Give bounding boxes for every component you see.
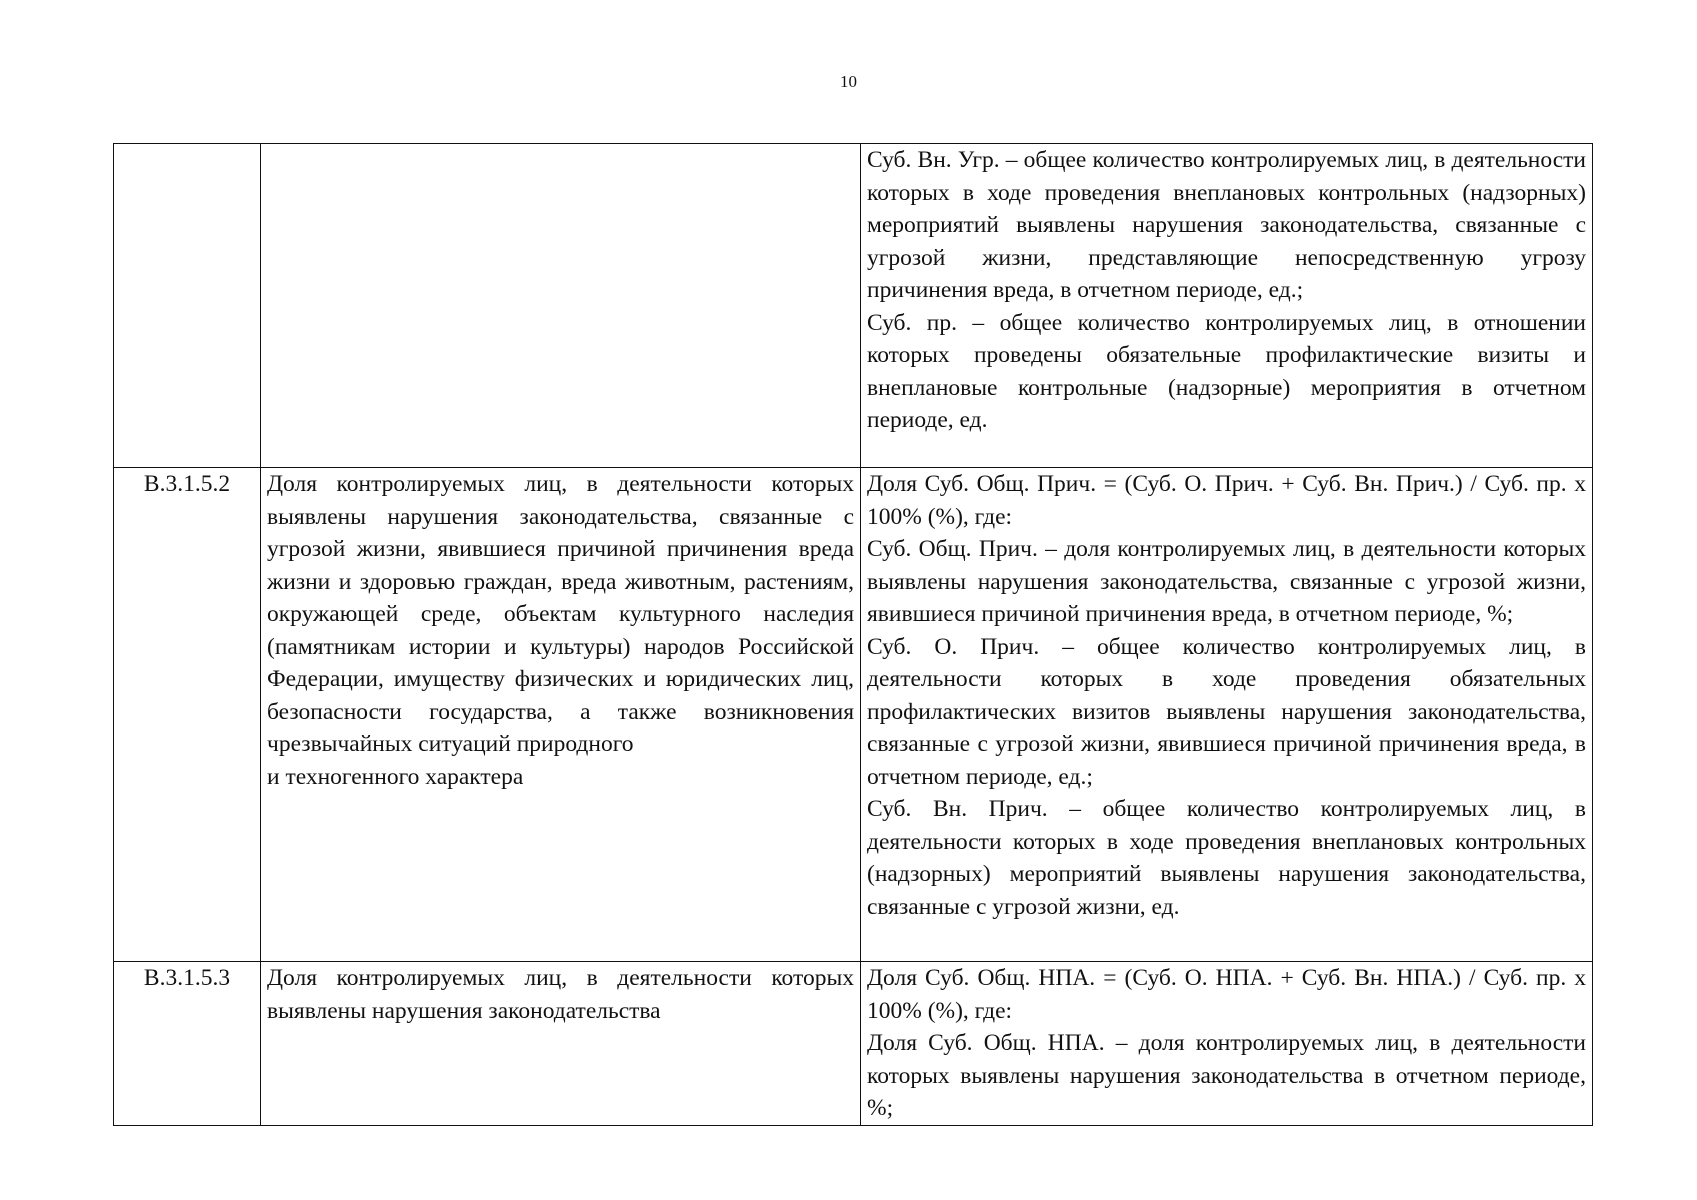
formula-paragraph: Суб. Вн. Угр. – общее количество контролируемых лиц, в деятельности которых в ходе проведения внеплановых контрольных (надзорных) мероприятий выявлены нарушения законодательства, связанные с угрозой жизни, представляющие непосредственную угрозу причинения вреда, в отчетном периоде, ед.; (867, 147, 1586, 303)
indicator-name-text-end: и техногенного характера (267, 763, 524, 790)
indicator-name-cell (261, 962, 861, 1126)
formula-paragraph: Суб. Общ. Прич. – доля контролируемых лиц, в деятельности которых выявлены нарушения законодательства, связанные с угрозой жизни, явившиеся причиной причинения вреда, в отчетном периоде, %; (867, 536, 1586, 627)
formula-paragraph: Доля Суб. Общ. НПА. – доля контролируемых лиц, в деятельности которых выявлены нарушения законодательства в отчетном периоде, %; (867, 1030, 1586, 1121)
table-row (114, 468, 1593, 962)
indicator-name-cell (261, 144, 861, 468)
formula-paragraph: Суб. Вн. Прич. – общее количество контролируемых лиц, в деятельности которых в ходе проведения внеплановых контрольных (надзорных) мероприятий выявлены нарушения законодательства, связанные с угрозой жизни, ед. (867, 796, 1586, 920)
table-row (114, 962, 1593, 1126)
page-number: 10 (840, 72, 857, 91)
formula-paragraph: Суб. пр. – общее количество контролируемых лиц, в отношении которых проведены обязательные профилактические визиты и внеплановые контрольные (надзорные) мероприятия в отчетном периоде, ед. (867, 309, 1586, 433)
indicator-code-cell: В.3.1.5.3 (114, 962, 261, 1126)
indicator-formula-cell (861, 468, 1593, 962)
indicator-code-cell: В.3.1.5.2 (114, 468, 261, 962)
formula-paragraph: Суб. О. Прич. – общее количество контролируемых лиц, в деятельности которых в ходе проведения обязательных профилактических визитов выявлены нарушения законодательства, связанные с угрозой жизни, явившиеся причиной причинения вреда, в отчетном периоде, ед.; (867, 633, 1586, 790)
table-row (114, 144, 1593, 468)
indicator-formula-cell (861, 144, 1593, 468)
indicator-code-cell (114, 144, 261, 468)
formula-paragraph: Доля Суб. Общ. НПА. = (Суб. О. НПА. + Суб. Вн. НПА.) / Суб. пр. х 100% (%), где: (867, 965, 1586, 1024)
indicator-name-text: Доля контролируемых лиц, в деятельности которых выявлены нарушения законодательства, связанные с угрозой жизни, явившиеся причиной причинения вреда жизни и здоровью граждан, вреда животным, растениям, окружающей среде, объектам культурного наследия (памятникам истории и культуры) народов Российской Федерации, имуществу физических и юридических лиц, безопасности государства, а также возникновения чрезвычайных ситуаций природного (267, 471, 854, 757)
formula-paragraph: Доля Суб. Общ. Прич. = (Суб. О. Прич. + Суб. Вн. Прич.) / Суб. пр. х 100% (%), где: (867, 471, 1586, 530)
indicator-formula-cell (861, 962, 1593, 1126)
indicator-name-text: Доля контролируемых лиц, в деятельности которых выявлены нарушения законодательства (267, 965, 854, 1024)
indicator-name-cell (261, 468, 861, 962)
indicators-table (113, 143, 1593, 1126)
